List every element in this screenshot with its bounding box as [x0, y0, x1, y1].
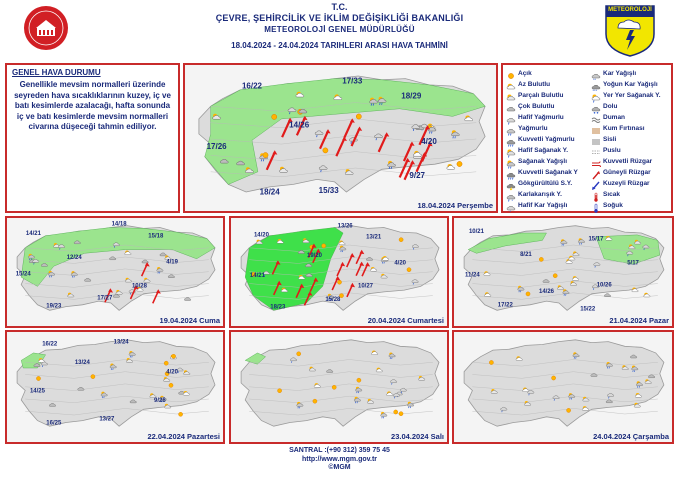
- sun-icon: [164, 361, 168, 365]
- turkey-map: [7, 332, 223, 442]
- meteoroloji-logo-text: METEOROLOJİ: [608, 7, 652, 13]
- legend-label: Kar Yağışlı: [603, 69, 637, 77]
- sun-icon: [399, 412, 403, 416]
- header-line1: T.C.: [331, 2, 348, 12]
- legend-item: [506, 112, 564, 122]
- legend-item: [591, 90, 661, 100]
- temperature-label: 13/24: [74, 360, 90, 367]
- temperature-label: 14/26: [289, 120, 310, 130]
- temperature-label: 14/20: [253, 232, 269, 239]
- temperature-label: 4/20: [394, 260, 407, 267]
- temperature-label: 15/17: [588, 236, 604, 243]
- legend-label: Az Bulutlu: [518, 80, 551, 88]
- temperature-label: 16/22: [42, 341, 58, 348]
- sun-icon: [332, 385, 336, 389]
- legend-icon: [506, 112, 516, 122]
- legend-label: Duman: [603, 113, 626, 121]
- legend-label: Açık: [518, 69, 532, 77]
- sun-icon: [272, 114, 277, 119]
- legend-icon: [591, 101, 601, 111]
- sun-icon: [489, 360, 493, 364]
- temperature-label: 19/20: [307, 252, 323, 259]
- temperature-label: 9/26: [154, 397, 166, 404]
- legend-icon: [591, 90, 601, 100]
- legend-icon: [591, 79, 601, 92]
- temperature-label: 16/22: [241, 81, 263, 91]
- legend-icon: [506, 156, 516, 166]
- sun-icon: [457, 161, 462, 166]
- temperature-label: 13/27: [99, 416, 115, 423]
- general-weather-box: [5, 63, 180, 213]
- temperature-label: 15/33: [318, 186, 339, 196]
- sun-icon: [297, 352, 301, 356]
- legend-icon: [591, 134, 601, 144]
- legend-label: Soğuk: [603, 201, 623, 209]
- legend-label: Yağmurlu: [518, 124, 548, 132]
- sun-icon: [399, 238, 403, 242]
- sun-icon: [313, 399, 317, 403]
- svg-text:*: *: [511, 198, 514, 202]
- temperature-label: 14/25: [29, 388, 45, 395]
- general-weather-title: GENEL HAVA DURUMU: [12, 68, 101, 77]
- legend-item: [506, 79, 550, 89]
- legend-item: [591, 189, 620, 199]
- legend-item: [506, 145, 568, 155]
- legend-label: Kuzeyli Rüzgar: [603, 179, 650, 187]
- legend-item: [506, 68, 532, 78]
- legend-label: Kuvvetli Rüzgar: [603, 157, 653, 165]
- map-panel-day6: [229, 330, 449, 444]
- turkey-map: [231, 218, 447, 326]
- temperature-label: 17/27: [97, 295, 113, 302]
- map-panel-day4: [452, 216, 674, 328]
- legend-label: Dolu: [603, 102, 618, 110]
- turkey-map: [231, 332, 447, 442]
- temperature-label: 4/20: [421, 137, 437, 147]
- map-panel-day2: [5, 216, 225, 328]
- legend-icon: [506, 79, 516, 89]
- temperature-label: 15/24: [15, 271, 31, 278]
- sun-icon: [179, 412, 183, 416]
- temperature-label: 15/22: [580, 306, 596, 313]
- temperature-label: 13/26: [337, 223, 353, 230]
- map-date-caption: 21.04.2024 Pazar: [609, 316, 669, 325]
- sun-icon: [263, 153, 268, 158]
- legend-item: [591, 200, 623, 210]
- turkey-map: [185, 65, 496, 211]
- temperature-label: 10/21: [468, 229, 484, 236]
- legend-item: [506, 134, 575, 144]
- temperature-label: 13/21: [366, 234, 382, 241]
- legend-label: Kuvvetli Yağmurlu: [518, 135, 575, 143]
- legend-item: [591, 178, 650, 188]
- sun-icon: [407, 268, 411, 272]
- legend-label: Kum Fırtınası: [603, 124, 645, 132]
- temperature-label: 4/19: [166, 259, 178, 266]
- temperature-label: 15/28: [325, 297, 341, 304]
- sun-icon: [322, 244, 326, 248]
- legend-item: [506, 90, 564, 100]
- sun-icon: [553, 274, 557, 278]
- legend-label: Güneyli Rüzgar: [603, 168, 651, 176]
- legend-item: [506, 167, 578, 177]
- legend-icon: [506, 101, 516, 111]
- legend-item: [591, 167, 651, 177]
- legend-icon: [506, 145, 516, 155]
- legend-item: [506, 200, 568, 213]
- temperature-label: 11/24: [465, 272, 480, 279]
- legend-label: Hafif Yağmurlu: [518, 113, 564, 121]
- map-panel-day3: [229, 216, 449, 328]
- temperature-label: 14/18: [111, 221, 127, 228]
- sun-icon: [356, 114, 361, 119]
- turkey-map: [454, 332, 672, 442]
- map-date-caption: 24.04.2024 Çarşamba: [593, 432, 669, 441]
- legend-label: Hafif Kar Yağışlı: [518, 201, 568, 209]
- legend-label: Hafif Sağanak Y.: [518, 146, 569, 154]
- legend-label: Sağanak Yağışlı: [518, 157, 568, 165]
- legend-icon: [591, 112, 601, 122]
- legend-item: [506, 156, 567, 166]
- legend-item: [591, 156, 652, 166]
- sun-icon: [539, 257, 543, 261]
- legend-icon: [506, 134, 516, 144]
- footer-phone: SANTRAL :(+90 312) 359 75 45: [289, 447, 390, 454]
- legend-item: [591, 123, 645, 133]
- sun-icon: [337, 280, 341, 284]
- legend-icon: [506, 68, 516, 78]
- temperature-label: 10/27: [358, 283, 374, 290]
- temperature-label: 4/20: [166, 369, 178, 376]
- legend-item: [591, 134, 616, 144]
- legend-label: Çok Bulutlu: [518, 102, 555, 110]
- legend-label: Gökgürültülü S.Y.: [518, 179, 573, 187]
- legend-icon: [591, 178, 601, 188]
- temperature-label: 10/28: [131, 283, 147, 290]
- page-header: [0, 2, 679, 53]
- footer: [0, 447, 679, 473]
- legend-item: [591, 79, 658, 92]
- legend-icon: [591, 189, 601, 199]
- sun-icon: [552, 376, 556, 380]
- temperature-label: 13/24: [113, 339, 129, 346]
- cold-icon: [591, 203, 601, 213]
- legend-label: Sisli: [603, 135, 617, 143]
- temperature-label: 5/17: [627, 260, 639, 267]
- sun-icon: [169, 383, 173, 387]
- footer-website-link[interactable]: http://www.mgm.gov.tr: [301, 455, 378, 463]
- map-panel-day5: [5, 330, 225, 444]
- temperature-label: 16/25: [46, 420, 62, 427]
- legend-icon: [591, 145, 601, 155]
- legend-label: Kuvvetli Sağanak Y: [518, 168, 578, 176]
- temperature-label: 8/21: [520, 252, 532, 259]
- temperature-label: 18/23: [270, 304, 286, 311]
- legend-item: [591, 145, 621, 155]
- map-date-caption: 18.04.2024 Perşembe: [417, 201, 493, 210]
- temperature-label: 9/27: [409, 171, 425, 181]
- temperature-label: 14/21: [25, 230, 41, 237]
- legend-icon: [506, 90, 516, 100]
- sun-icon: [172, 354, 176, 358]
- svg-text:*: *: [509, 209, 512, 213]
- legend-box: [501, 63, 673, 213]
- temperature-label: 14/21: [249, 273, 265, 280]
- turkey-map: [454, 218, 672, 326]
- light-snow-icon: [506, 203, 516, 213]
- legend-item: [591, 112, 625, 122]
- temperature-label: 14/26: [539, 288, 555, 295]
- temperature-label: 12/24: [66, 254, 82, 261]
- legend-icon: [506, 123, 516, 133]
- general-weather-text: Genellikle mevsim normalleri üzerinde seyreden hava sıcaklıklarının kuzey, iç ve batı kesimlerde azalacağı, hafta sonunda iç ve batı kesimlerde mevsim normalleri civarına düşeceği tahmin ediliyor.: [14, 80, 171, 131]
- temperature-label: 18/24: [259, 187, 280, 197]
- sun-icon: [526, 292, 530, 296]
- temperature-label: 19/23: [46, 303, 62, 310]
- legend-icon: [591, 123, 601, 133]
- legend-icon: [591, 200, 601, 210]
- map-date-caption: 19.04.2024 Cuma: [159, 316, 220, 325]
- legend-icon: [506, 200, 516, 213]
- map-date-caption: 22.04.2024 Pazartesi: [147, 432, 220, 441]
- map-panel-day7: [452, 330, 674, 444]
- temperature-label: 10/26: [596, 282, 612, 289]
- legend-item: [506, 101, 554, 111]
- sun-icon: [278, 389, 282, 393]
- temperature-label: 18/29: [401, 91, 422, 101]
- legend-label: Sıcak: [603, 190, 620, 198]
- legend-label: Puslu: [603, 146, 621, 154]
- legend-icon: [591, 68, 601, 81]
- sun-icon: [394, 410, 398, 414]
- legend-label: Karlakarışık Y.: [518, 190, 562, 198]
- map-date-caption: 23.04.2024 Salı: [391, 432, 444, 441]
- svg-text:***: ***: [592, 88, 598, 92]
- legend-item: [506, 178, 572, 188]
- legend-label: Yoğun Kar Yağışlı: [603, 80, 658, 88]
- sun-icon: [91, 375, 95, 379]
- map-date-caption: 20.04.2024 Cumartesi: [367, 316, 444, 325]
- footer-copyright: ©MGM: [328, 464, 351, 471]
- turkey-map: [7, 218, 223, 326]
- sun-icon: [36, 376, 40, 380]
- legend-item: [591, 68, 637, 81]
- sun-icon: [567, 408, 571, 412]
- meteoroloji-logo: [604, 4, 656, 58]
- legend-item: [506, 189, 562, 202]
- temperature-label: 15/18: [148, 233, 164, 240]
- legend-item: [506, 123, 548, 133]
- svg-text:**: **: [593, 77, 597, 81]
- header-ministry: ÇEVRE, ŞEHİRCİLİK VE İKLİM DEĞİŞİKLİĞİ BAKANLIĞI: [215, 13, 464, 23]
- sun-icon: [357, 378, 361, 382]
- header-date-range: 18.04.2024 - 24.04.2024 TARIHLERI ARASI HAVA TAHMİNİ: [231, 41, 448, 50]
- legend-label: Yer Yer Sağanak Y.: [603, 91, 661, 99]
- legend-icon: [506, 178, 516, 188]
- header-directorate: METEOROLOJİ GENEL MÜDÜRLÜĞÜ: [264, 25, 415, 34]
- temperature-label: 17/22: [497, 302, 513, 309]
- legend-item: [591, 101, 617, 111]
- legend-icon: [506, 167, 516, 177]
- temperature-label: 17/33: [342, 76, 363, 86]
- legend-icon: [591, 156, 601, 166]
- temperature-label: 17/26: [206, 142, 227, 152]
- legend-icon: [591, 167, 601, 177]
- sun-icon: [323, 148, 328, 153]
- map-panel-day1: [183, 63, 498, 213]
- legend-icon: [506, 189, 516, 202]
- legend-label: Parçalı Bulutlu: [518, 91, 564, 99]
